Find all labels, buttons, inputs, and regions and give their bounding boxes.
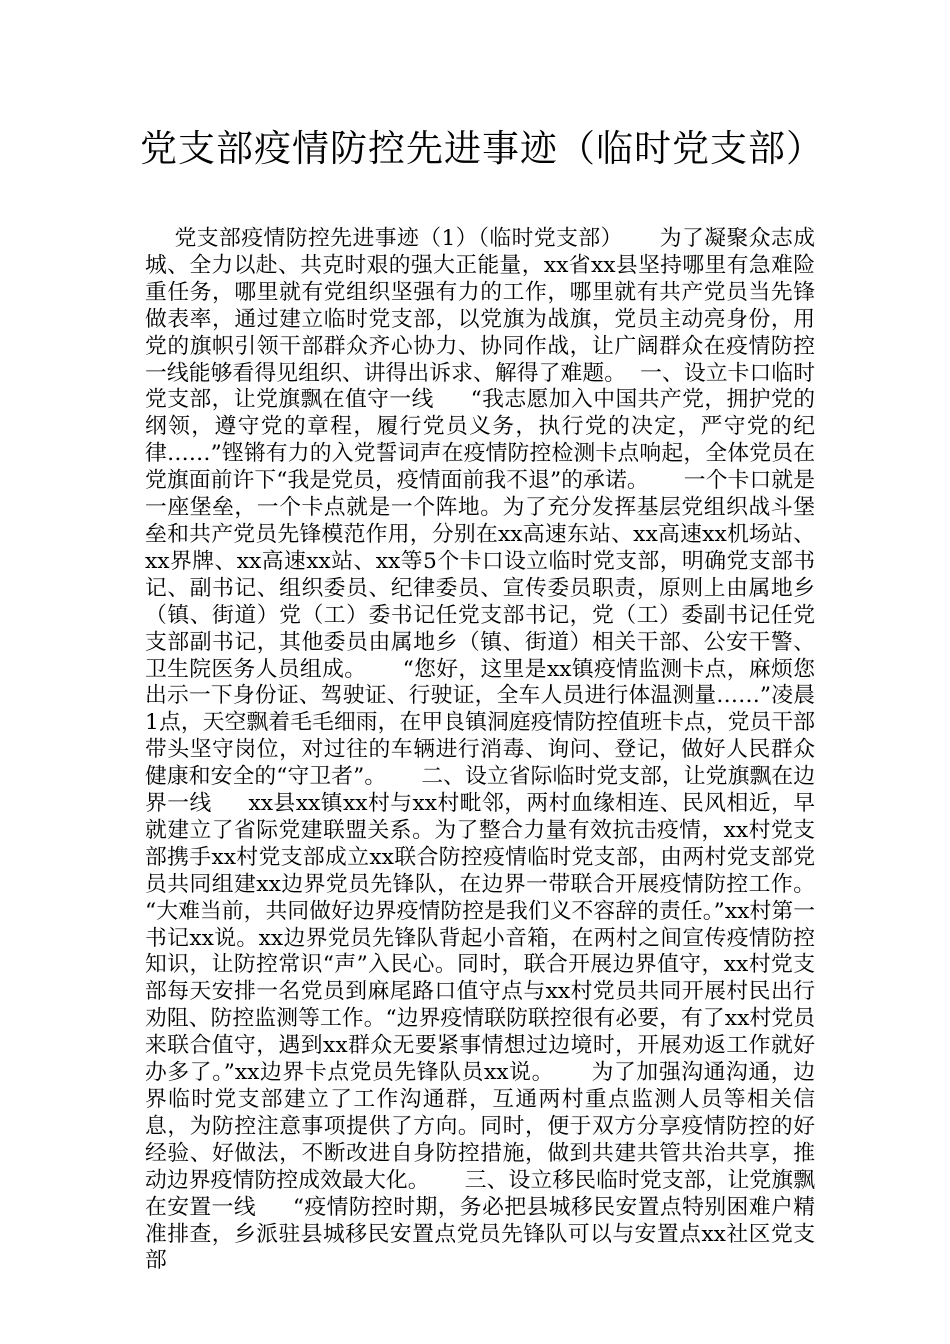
document-body-paragraph: 党支部疫情防控先进事迹（1）（临时党支部） 为了凝聚众志成城、全力以赴、共克时艰的强大正能量，xx省xx县坚持哪里有急难险重任务，哪里就有党组织坚强有力的工作，哪里就有共产党员当先锋做表率，通过建立临时党支部，以党旗为战旗，党员主动亮身份，用党的旗帜引领干部群众齐心协力、协同作战，让广阔群众在疫情防控一线能够看得见组织、讲得出诉求、解得了难题。 一、设立卡口临时党支部，让党旗飘在值守一线 “我志愿加入中国共产党，拥护党的纲领，遵守党的章程，履行党员义务，执行党的决定，严守党的纪律……”铿锵有力的入党誓词声在疫情防控检测卡点响起，全体党员在党旗面前许下“我是党员，疫情面前我不退”的承诺。 一个卡口就是一座堡垒，一个卡点就是一个阵地。为了充分发挥基层党组织战斗堡垒和共产党员先锋模范作用，分别在xx高速东站、xx高速xx机场站、xx界牌、xx高速xx站、xx等5个卡口设立临时党支部，明确党支部书记、副书记、组织委员、纪律委员、宣传委员职责，原则上由属地乡（镇、街道）党（工）委书记任党支部书记，党（工）委副书记任党支部副书记，其他委员由属地乡（镇、街道）相关干部、公安干警、卫生院医务人员组成。 “您好，这里是xx镇疫情监测卡点，麻烦您出示一下身份证、驾驶证、行驶证，全车人员进行体温测量……”凌晨1点，天空飘着毛毛细雨，在甲良镇洞庭疫情防控值班卡点，党员干部带头坚守岗位，对过往的车辆进行消毒、询问、登记，做好人民群众健康和安全的“守卫者”。 二、设立省际临时党支部，让党旗飘在边界一线 xx县xx镇xx村与xx村毗邻，两村血缘相连、民风相近，早就建立了省际党建联盟关系。为了整合力量有效抗击疫情，xx村党支部携手xx村党支部成立xx联合防控疫情临时党支部，由两村党支部党员共同组建xx边界党员先锋队，在边界一带联合开展疫情防控工作。 “大难当前，共同做好边界疫情防控是我们义不容辞的责任。”xx村第一书记xx说。xx边界党员先锋队背起小音箱，在两村之间宣传疫情防控知识，让防控常识“声”入民心。同时，联合开展边界值守，xx村党支部每天安排一名党员到麻尾路口值守点与xx村党员共同开展村民出行劝阻、防控监测等工作。“边界疫情联防联控很有必要，有了xx村党员来联合值守，遇到xx群众无要紧事情想过边境时，开展劝返工作就好办多了。”xx边界卡点党员先锋队员xx说。 为了加强沟通沟通，边界临时党支部建立了工作沟通群，互通两村重点监测人员等相关信息，为防控注意事项提供了方向。同时，便于双方分享疫情防控的好经验、好做法，不断改进自身防控措施，做到共建共管共治共享，推动边界疫情防控成效最大化。 三、设立移民临时党支部，让党旗飘在安置一线 “疫情防控时期，务必把县城移民安置点特别困难户精准排查，乡派驻县城移民安置点党员先锋队可以与安置点xx社区党支部 — [145, 226, 850, 1274]
document-title: 党支部疫情防控先进事迹（临时党支部） — [140, 127, 824, 170]
